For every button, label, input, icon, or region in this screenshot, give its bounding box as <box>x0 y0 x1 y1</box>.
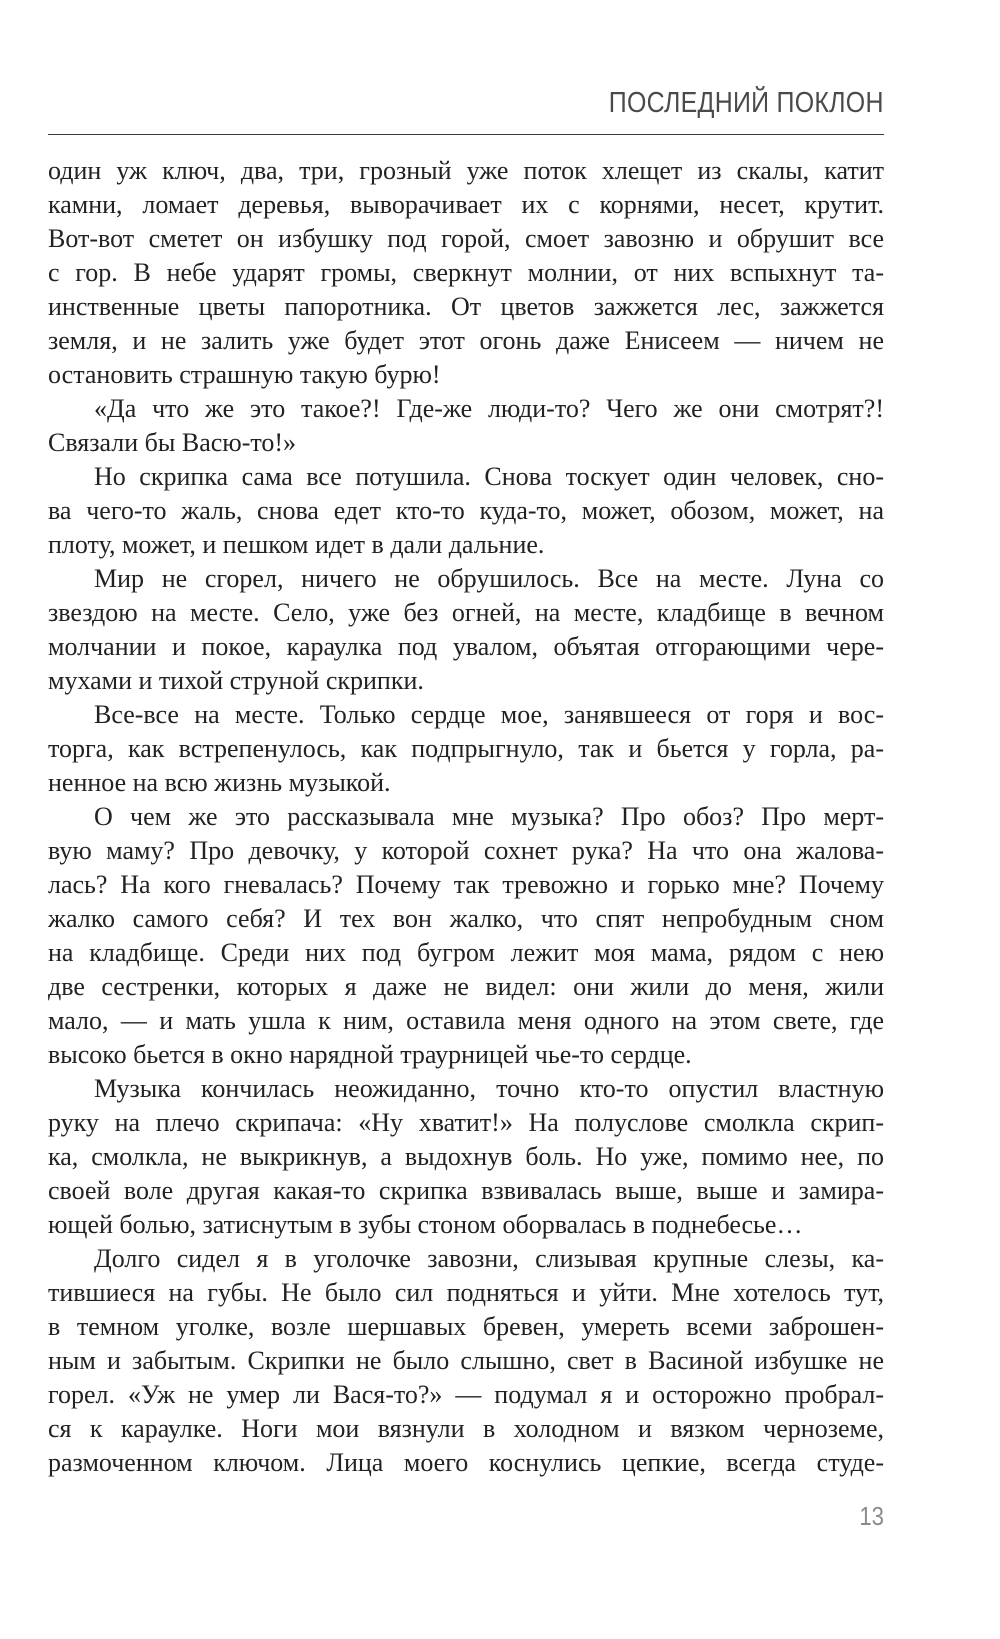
text-line: земля, и не залить уже будет этот огонь даже Енисеем — ничем не <box>48 326 884 355</box>
text-line: горел. «Уж не умер ли Вася-то?» — подумал я и осторожно пробрал- <box>48 1380 884 1409</box>
text-line: своей воле другая какая-то скрипка взвивалась выше, выше и замира- <box>48 1176 884 1205</box>
text-line: инственные цветы папоротника. От цветов зажжется лес, зажжется <box>48 292 884 321</box>
text-line: мало, — и мать ушла к ним, оставила меня одного на этом свете, где <box>48 1006 884 1035</box>
paragraph <box>48 562 884 698</box>
text-line: высоко бьется в окно нарядной траурницей чье-то сердце. <box>48 1040 692 1069</box>
text-line: вую маму? Про девочку, у которой сохнет рука? На что она жалова- <box>48 836 884 865</box>
text-line: остановить страшную такую бурю! <box>48 360 441 389</box>
paragraph <box>48 1072 884 1242</box>
text-line: ва чего-то жаль, снова едет кто-то куда-то, может, обозом, может, на <box>48 496 884 525</box>
text-line: Все-все на месте. Только сердце мое, занявшееся от горя и вос- <box>94 700 884 729</box>
paragraph <box>48 800 884 1072</box>
text-line: две сестренки, которых я даже не видел: они жили до меня, жили <box>48 972 884 1001</box>
text-line: ным и забытым. Скрипки не было слышно, свет в Васиной избушке не <box>48 1346 884 1375</box>
text-line: мухами и тихой струной скрипки. <box>48 666 424 695</box>
text-line: ка, смолкла, не выкрикнув, а выдохнув боль. Но уже, помимо нее, по <box>48 1142 884 1171</box>
text-line: с гор. В небе ударят громы, сверкнут молнии, от них вспыхнут та- <box>48 258 884 287</box>
text-line: ющей болью, затиснутым в зубы стоном оборвалась в поднебесье… <box>48 1210 803 1239</box>
paragraph <box>48 698 884 800</box>
page-number: 13 <box>859 1501 884 1531</box>
text-line: на кладбище. Среди них под бугром лежит моя мама, рядом с нею <box>48 938 884 967</box>
paragraph <box>48 154 884 392</box>
text-line: Вот-вот сметет он избушку под горой, смоет завозню и обрушит все <box>48 224 884 253</box>
text-line: Связали бы Васю-то!» <box>48 428 297 457</box>
text-line: руку на плечо скрипача: «Ну хватит!» На полуслове смолкла скрип- <box>48 1108 884 1137</box>
text-line: один уж ключ, два, три, грозный уже поток хлещет из скалы, катит <box>48 156 884 185</box>
body-text <box>48 154 884 1480</box>
paragraph <box>48 1242 884 1480</box>
text-line: торга, как встрепенулось, как подпрыгнуло, так и бьется у горла, ра- <box>48 734 884 763</box>
text-line: камни, ломает деревья, выворачивает их с корнями, несет, крутит. <box>48 190 884 219</box>
text-line: «Да что же это такое?! Где-же люди-то? Чего же они смотрят?! <box>94 394 884 423</box>
text-line: плоту, может, и пешком идет в дали дальние. <box>48 530 545 559</box>
text-line: в темном уголке, возле шершавых бревен, умереть всеми заброшен- <box>48 1312 884 1341</box>
text-line: Долго сидел я в уголочке завозни, слизывая крупные слезы, ка- <box>94 1244 884 1273</box>
paragraph <box>48 392 884 460</box>
text-line: размоченном ключом. Лица моего коснулись цепкие, всегда студе- <box>48 1448 884 1477</box>
paragraph <box>48 460 884 562</box>
text-line: тившиеся на губы. Не было сил подняться и уйти. Мне хотелось тут, <box>48 1278 884 1307</box>
text-line: лась? На кого гневалась? Почему так тревожно и горько мне? Почему <box>48 870 884 899</box>
text-line: Музыка кончилась неожиданно, точно кто-то опустил властную <box>94 1074 884 1103</box>
text-line: жалко самого себя? И тех вон жалко, что спят непробудным сном <box>48 904 884 933</box>
running-head-title: ПОСЛЕДНИЙ ПОКЛОН <box>609 87 884 119</box>
text-line: Мир не сгорел, ничего не обрушилось. Все на месте. Луна со <box>94 564 884 593</box>
text-line: звездою на месте. Село, уже без огней, на месте, кладбище в вечном <box>48 598 884 627</box>
text-line: О чем же это рассказывала мне музыка? Про обоз? Про мерт- <box>94 802 884 831</box>
text-line: ся к караулке. Ноги мои вязнули в холодном и вязком черноземе, <box>48 1414 884 1443</box>
text-line: молчании и покое, караулка под увалом, объятая отгорающими чере- <box>48 632 884 661</box>
running-head <box>48 85 884 135</box>
text-line: ненное на всю жизнь музыкой. <box>48 768 391 797</box>
text-line: Но скрипка сама все потушила. Снова тоскует один человек, сно- <box>94 462 884 491</box>
